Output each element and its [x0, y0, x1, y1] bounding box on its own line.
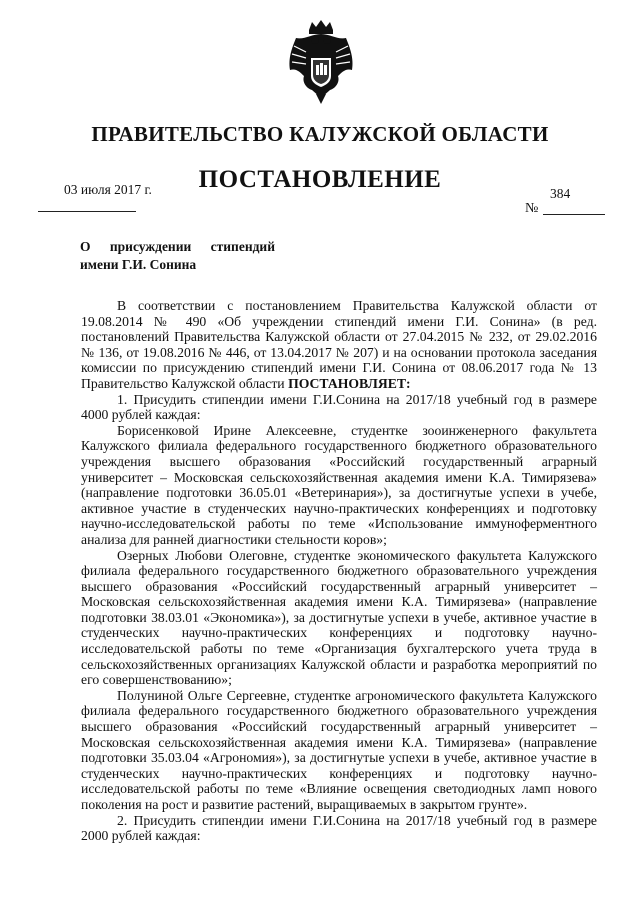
- recipient-paragraph: Озерных Любови Олеговне, студентке экономического факультета Калужского филиала федерального государственного бюджетного образовательного учреждения высшего образования «Российский государственный аграрный университет – Московская сельскохозяйственная академия имени К.А. Тимирязева» (направление подготовки 38.03.01 «Экономика»), за достигнутые успехи в учебе, активное участие в студенческих научно-практических конференциях и подготовку научно-исследовательской работы по теме «Организация бухгалтерского учета труда в сельскохозяйственных организациях Калужской области и разработка мероприятий по его совершенствованию»;: [81, 547, 597, 688]
- recipient-paragraph: Полуниной Ольге Сергеевне, студентке агрономического факультета Калужского филиала федерального государственного бюджетного образовательного учреждения высшего образования «Российский государственный аграрный университет – Московская сельскохозяйственная академия имени К.А. Тимирязева» (направление подготовки 35.03.04 «Агрономия»), за достигнутые успехи в учебе, активное участие в студенческих научно-практических конференциях и подготовку научно-исследовательской работы по теме «Влияние освещения светодиодных ламп нового поколения на рост и развитие растений, выращиваемых в закрытом грунте».: [81, 687, 597, 812]
- coat-of-arms-icon: [282, 18, 360, 106]
- decree-body: [81, 298, 597, 844]
- decree-subject: [80, 238, 275, 274]
- resolves-keyword: ПОСТАНОВЛЯЕТ:: [288, 375, 411, 391]
- number-underline: [543, 214, 605, 215]
- decree-number: 384: [550, 186, 571, 201]
- preamble-paragraph: [81, 298, 597, 392]
- government-title: ПРАВИТЕЛЬСТВО КАЛУЖСКОЙ ОБЛАСТИ: [91, 122, 549, 146]
- number-sign: №: [525, 201, 539, 216]
- recipient-paragraph: Борисенковой Ирине Алексеевне, студентке зооинженерного факультета Калужского филиала федерального государственного бюджетного образовательного учреждения высшего образования «Российский государственный аграрный университет – Московская сельскохозяйственная академия имени К.А. Тимирязева» (направление подготовки 36.05.01 «Ветеринария»), за достигнутые успехи в учебе, активное участие в студенческих научно-практических конференциях и подготовку научно-исследовательской работы по теме «Использование иммуноферментного анализа для ранней диагностики стельности коров»;: [81, 422, 597, 547]
- decree-date: 03 июля 2017 г.: [64, 182, 152, 197]
- subject-word: стипендий: [210, 239, 275, 254]
- preamble-text: В соответствии с постановлением Правительства Калужской области от 19.08.2014 № 490 «Об учреждении стипендий имени Г.И. Сонина» (в ред. постановлений Правительства Калужской области от 27.04.2015 № 232, от 29.02.2016 № 136, от 19.08.2016 № 446, от 13.04.2017 № 207) и на основании протокола заседания комиссии по присуждению стипендий имени Г.И. Сонина от 08.06.2017 года № 13 Правительство Калужской области: [81, 298, 597, 391]
- document-type-title: ПОСТАНОВЛЕНИЕ: [198, 166, 442, 193]
- clause-paragraph: 1. Присудить стипендии имени Г.И.Сонина на 2017/18 учебный год в размере 4000 рублей каждая:: [81, 391, 597, 423]
- subject-word: присуждении: [109, 239, 192, 254]
- date-underline: [38, 211, 136, 212]
- clause-paragraph: 2. Присудить стипендии имени Г.И.Сонина на 2017/18 учебный год в размере 2000 рублей каждая:: [81, 812, 597, 844]
- subject-line: имени Г.И. Сонина: [80, 257, 197, 272]
- subject-word: О: [80, 239, 91, 254]
